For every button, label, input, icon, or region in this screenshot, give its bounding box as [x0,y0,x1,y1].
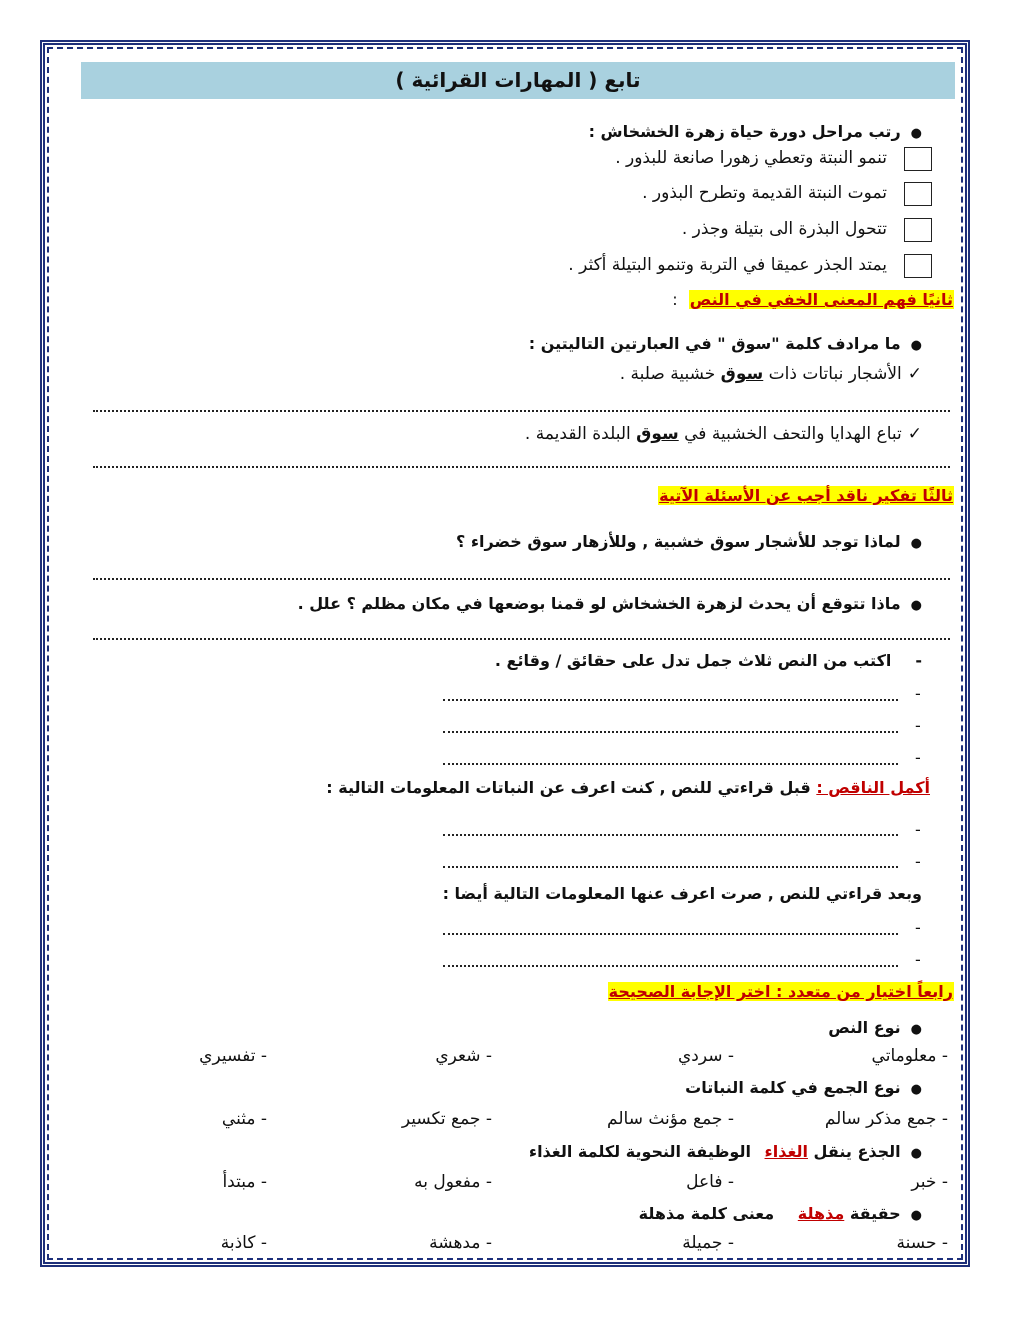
bullet-icon: ● [910,1208,922,1223]
order-box[interactable] [904,254,932,278]
bullet-icon: ● [910,338,922,353]
order-item: تنمو النبتة وتعطي زهورا صانعة للبذور . [615,148,887,168]
answer-line[interactable] [443,731,898,733]
order-item: تتحول البذرة الى بتيلة وجذر . [681,219,887,239]
page-title: تابع ( المهارات القرائية ) [81,62,955,99]
answer-line[interactable] [443,763,898,765]
after-prompt: وبعد قراءتي للنص , صرت اعرف عنها المعلومات التالية أيضا : [442,884,922,903]
section-heading: رابعاً اختيار من متعدد : اختر الإجابة الصحيحة [608,982,953,1001]
mcq-question: ●الجذع ينقل الغذاء الوظيفة النحوية لكلمة الغذاء [528,1142,922,1161]
mcq-question: ●حقيقة مذهلة معنى كلمة مذهلة [638,1204,922,1223]
bullet-icon: ● [910,1082,922,1097]
mcq-question: ●نوع الجمع في كلمة النباتات [685,1078,922,1097]
dash-marker: - [915,684,921,703]
answer-line[interactable] [93,638,950,640]
bullet-icon: ● [910,1022,922,1037]
mcq-option[interactable]: - جميلة [682,1233,734,1253]
dash-marker: - [915,950,921,969]
answer-line[interactable] [93,578,950,580]
mcq-option[interactable]: - معلوماتي [871,1046,948,1066]
answer-line[interactable] [443,933,898,935]
mcq-option[interactable]: - مثني [221,1109,267,1129]
order-box[interactable] [904,147,932,171]
order-box[interactable] [904,218,932,242]
mcq-option[interactable]: - مدهشة [429,1233,492,1253]
mcq-option[interactable]: - شعري [435,1046,492,1066]
mcq-question: ●نوع النص [828,1018,922,1037]
mcq-option[interactable]: - جمع تكسير [401,1109,492,1129]
mcq-option[interactable]: - حسنة [896,1233,948,1253]
dash-marker: - [915,820,921,839]
bullet-icon: ● [910,1146,922,1161]
question: ●ماذا تتوقع أن يحدث لزهرة الخشخاش لو قمنا بوضعها في مكان مظلم ؟ علل . [297,594,922,613]
section-heading: ثانيًا فهم المعنى الخفي في النص : [672,290,953,309]
mcq-option[interactable]: - جمع مذكر سالم [824,1109,948,1129]
answer-line[interactable] [443,965,898,967]
dash-marker: - [915,651,922,670]
question: ●لماذا توجد للأشجار سوق خشبية , وللأزهار سوق خضراء ؟ [456,532,922,551]
dash-marker: - [915,852,921,871]
answer-line[interactable] [443,834,898,836]
bullet-icon: ● [910,126,922,141]
bullet-icon: ● [910,536,922,551]
mcq-option[interactable]: - سردي [677,1046,734,1066]
dash-marker: - [915,918,921,937]
dash-marker: - [915,716,921,735]
question: -اكتب من النص ثلاث جمل تدل على حقائق / وقائع . [494,651,922,670]
synonym-question: ●ما مرادف كلمة "سوق " في العبارتين التاليتين : [528,334,922,353]
order-instruction: ●رتب مراحل دورة حياة زهرة الخشخاش : [588,122,922,141]
order-item: يمتد الجذر عميقا في التربة وتنمو البتيلة أكثر . [568,255,887,275]
mcq-option[interactable]: - جمع مؤنث سالم [607,1109,734,1129]
mcq-option[interactable]: - تفسيري [199,1046,267,1066]
check-icon: ✓ [907,424,922,444]
order-item: تموت النبتة القديمة وتطرح البذور . [642,183,887,203]
mcq-option[interactable]: - خبر [911,1172,948,1192]
mcq-option[interactable]: - مبتدأ [222,1172,267,1192]
mcq-option[interactable]: - مفعول به [414,1172,492,1192]
complete-prompt: أكمل الناقص : قبل قراءتي للنص , كنت اعرف عن النباتات المعلومات التالية : [326,778,930,797]
bullet-icon: ● [910,598,922,613]
example-sentence: ✓الأشجار نباتات ذات سوق خشبية صلبة . [619,364,922,384]
answer-line[interactable] [443,866,898,868]
answer-line[interactable] [443,699,898,701]
check-icon: ✓ [907,364,922,384]
dash-marker: - [915,748,921,767]
mcq-option[interactable]: - كاذبة [220,1233,267,1253]
section-heading: ثالثًا تفكير ناقد أجب عن الأسئلة الآتية [659,486,953,505]
mcq-option[interactable]: - فاعل [686,1172,734,1192]
answer-line[interactable] [93,410,950,412]
example-sentence: ✓تباع الهدايا والتحف الخشبية في سوق البلدة القديمة . [524,424,922,444]
answer-line[interactable] [93,466,950,468]
order-box[interactable] [904,182,932,206]
